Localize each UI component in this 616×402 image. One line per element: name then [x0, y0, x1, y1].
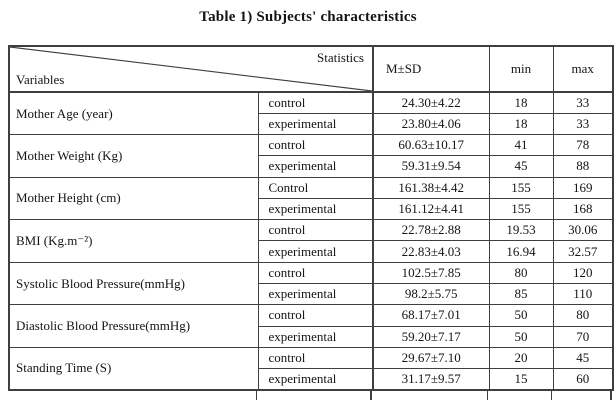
table-row	[9, 135, 613, 156]
subjects-characteristics-table	[8, 45, 614, 391]
max-cell: 80	[553, 305, 613, 326]
msd-cell: 31.17±9.57	[373, 369, 489, 390]
column-header-max: max	[553, 46, 613, 92]
max-cell: 60	[553, 369, 613, 390]
table-row	[9, 347, 613, 368]
table-title: Table 1) Subjects' characteristics	[199, 9, 417, 25]
column-header-msd: M±SD	[373, 46, 489, 92]
max-cell: 33	[553, 92, 613, 113]
table-row	[9, 220, 613, 241]
max-cell: 168	[553, 198, 613, 219]
msd-cell: 60.63±10.17	[373, 135, 489, 156]
min-cell: 155	[489, 177, 553, 198]
border-stub	[610, 391, 612, 400]
msd-cell: 161.38±4.42	[373, 177, 489, 198]
msd-cell: 59.20±7.17	[373, 326, 489, 347]
max-cell: 32.57	[553, 241, 613, 262]
group-cell: experimental	[258, 369, 373, 390]
variable-cell: BMI (Kg.m⁻²)	[9, 220, 258, 263]
msd-cell: 22.78±2.88	[373, 220, 489, 241]
header-row	[9, 46, 613, 92]
variable-cell: Diastolic Blood Pressure(mmHg)	[9, 305, 258, 348]
group-cell: control	[258, 305, 373, 326]
max-cell: 110	[553, 284, 613, 305]
max-cell: 45	[553, 347, 613, 368]
max-cell: 30.06	[553, 220, 613, 241]
msd-cell: 98.2±5.75	[373, 284, 489, 305]
min-cell: 20	[489, 347, 553, 368]
group-cell: experimental	[258, 241, 373, 262]
min-cell: 18	[489, 92, 553, 113]
variable-cell: Systolic Blood Pressure(mmHg)	[9, 262, 258, 305]
min-cell: 15	[489, 369, 553, 390]
variable-cell: Mother Age (year)	[9, 92, 258, 135]
group-cell: control	[258, 220, 373, 241]
border-stub	[370, 391, 372, 400]
group-cell: control	[258, 92, 373, 113]
group-cell: control	[258, 135, 373, 156]
max-cell: 169	[553, 177, 613, 198]
group-cell: experimental	[258, 198, 373, 219]
min-cell: 41	[489, 135, 553, 156]
msd-cell: 102.5±7.85	[373, 262, 489, 283]
min-cell: 50	[489, 326, 553, 347]
min-cell: 18	[489, 113, 553, 134]
header-statistics-label: Statistics	[317, 50, 364, 65]
group-cell: experimental	[258, 156, 373, 177]
msd-cell: 68.17±7.01	[373, 305, 489, 326]
max-cell: 70	[553, 326, 613, 347]
variable-cell: Mother Height (cm)	[9, 177, 258, 220]
min-cell: 19.53	[489, 220, 553, 241]
table-row	[9, 177, 613, 198]
header-corner-cell	[9, 46, 373, 92]
header-variables-label: Variables	[16, 72, 65, 87]
group-cell: experimental	[258, 284, 373, 305]
max-cell: 120	[553, 262, 613, 283]
border-stub	[487, 391, 488, 400]
min-cell: 45	[489, 156, 553, 177]
group-cell: control	[258, 347, 373, 368]
msd-cell: 29.67±7.10	[373, 347, 489, 368]
msd-cell: 59.31±9.54	[373, 156, 489, 177]
max-cell: 33	[553, 113, 613, 134]
msd-cell: 23.80±4.06	[373, 113, 489, 134]
group-cell: Control	[258, 177, 373, 198]
table-row	[9, 262, 613, 283]
msd-cell: 24.30±4.22	[373, 92, 489, 113]
min-cell: 85	[489, 284, 553, 305]
min-cell: 16.94	[489, 241, 553, 262]
max-cell: 88	[553, 156, 613, 177]
border-stub	[551, 391, 552, 400]
group-cell: experimental	[258, 113, 373, 134]
variable-cell: Standing Time (S)	[9, 347, 258, 390]
group-cell: control	[258, 262, 373, 283]
msd-cell: 161.12±4.41	[373, 198, 489, 219]
border-stub	[256, 391, 257, 400]
msd-cell: 22.83±4.03	[373, 241, 489, 262]
min-cell: 155	[489, 198, 553, 219]
variable-cell: Mother Weight (Kg)	[9, 135, 258, 178]
column-header-min: min	[489, 46, 553, 92]
group-cell: experimental	[258, 326, 373, 347]
min-cell: 80	[489, 262, 553, 283]
table-row	[9, 92, 613, 113]
min-cell: 50	[489, 305, 553, 326]
max-cell: 78	[553, 135, 613, 156]
table-row	[9, 305, 613, 326]
